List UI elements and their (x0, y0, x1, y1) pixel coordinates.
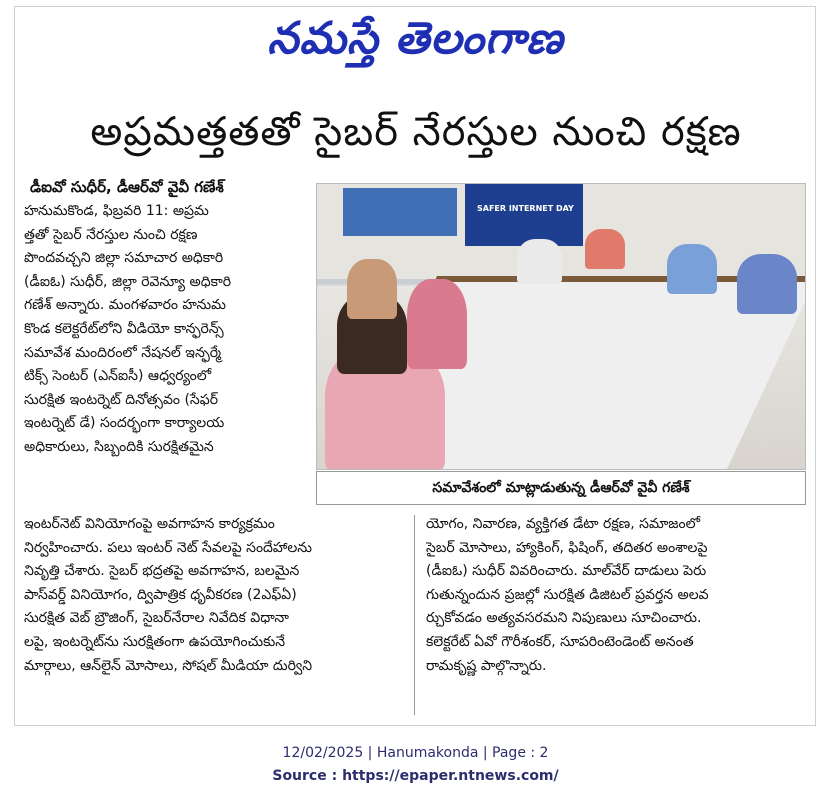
photo-projector-screen (465, 184, 583, 246)
newspaper-masthead: నమస్తే తెలంగాణ (267, 13, 564, 64)
photo-screen-text: SAFER INTERNET DAY (477, 204, 574, 213)
meeting-photo (316, 183, 806, 470)
body-line: సమావేశ మందిరంలో నేషనల్ ఇన్ఫర్మే (24, 344, 222, 361)
photo-person (347, 259, 397, 319)
body-line: (డీఐఓ) సుధీర్ వివరించారు. మాల్‌వేర్ దాడులు పెరు (426, 563, 707, 580)
article-headline: అప్రమత్తతతో సైబర్ నేరస్తుల నుంచి రక్షణ (90, 109, 742, 155)
body-line: గుతున్నందున ప్రజల్లో సురక్షిత డిజిటల్ ప్రవర్తన అలవ (426, 586, 709, 603)
body-line: హనుమకొండ, ఫిబ్రవరి 11: అప్రమ (24, 203, 209, 219)
body-line: కలెక్టరేట్ ఏవో గౌరీశంకర్, సూపరింటెండెంట్ అనంత (426, 633, 694, 650)
photo-person (737, 254, 797, 314)
body-line: త్తతో సైబర్ నేరస్తుల నుంచి రక్షణ (24, 226, 198, 243)
photo-banner (343, 188, 457, 236)
photo-person (407, 279, 467, 369)
body-line: పాస్‌వర్డ్ వినియోగం, ద్విపాత్రిక ధృవీకరణ (2ఎఫ్ఏ) (24, 586, 297, 603)
body-line: లపై, ఇంటర్నెట్‌ను సురక్షితంగా ఉపయోగించుకునే (24, 633, 286, 650)
body-line: యోగం, నివారణ, వ్యక్తిగత డేటా రక్షణ, సమాజంలో (426, 516, 701, 532)
article-body-right (426, 513, 806, 678)
photo-person (585, 229, 625, 269)
photo-caption: సమావేశంలో మాట్లాడుతున్న డీఆర్‌వో వైవీ గణేశ్ (316, 471, 806, 505)
body-line: పొందవచ్చని జిల్లా సమాచార అధికారి (24, 250, 224, 267)
body-line: రామకృష్ణ పాల్గొన్నారు. (426, 657, 547, 674)
photo-person (667, 244, 717, 294)
article-byline: డీఐవో సుధీర్, డీఆర్‌వో వైవీ గణేశ్ (30, 178, 224, 196)
body-line: ఇంటర్నెట్ డే) సందర్భంగా కార్యాలయ (24, 415, 225, 432)
body-line: ఇంటర్‌నెట్ వినియోగంపై అవగాహన కార్యక్రమం (24, 516, 275, 532)
photo-person (517, 239, 562, 284)
body-line: గణేశ్ అన్నారు. మంగళవారం హనుమ (24, 297, 226, 314)
body-line: సైబర్ మోసాలు, హ్యాకింగ్, ఫిషింగ్, తదితర అంశాలపై (426, 539, 708, 556)
body-line: ర్చుకోవడం అత్యవసరమని నిపుణులు సూచించారు. (426, 610, 702, 627)
body-line: టిక్స్ సెంటర్ (ఎన్ఐసీ) ఆధ్వర్యంలో (24, 368, 212, 385)
body-line: మార్గాలు, ఆన్‌లైన్ మోసాలు, సోషల్ మీడియా దుర్విని (24, 657, 313, 674)
body-line: (డీఐఓ) సుధీర్, జిల్లా రెవెన్యూ అధికారి (24, 273, 232, 290)
body-line: సురక్షిత వెబ్ బ్రౌజింగ్, సైబర్‌నేరాల నివేదిక విధానా (24, 610, 289, 627)
body-line: నిర్వహించారు. పలు ఇంటర్ నెట్ సేవలపై సందేహాలను (24, 539, 312, 556)
footer-source: Source : https://epaper.ntnews.com/ (272, 768, 559, 784)
body-line: సురక్షిత ఇంటర్నెట్ దినోత్సవం (సేఫర్ (24, 391, 219, 408)
body-line: నివృత్తి చేశారు. సైబర్ భద్రతపై అవగాహన, బలమైన (24, 563, 300, 580)
body-line: అధికారులు, సిబ్బందికి సురక్షితమైన (24, 438, 214, 455)
article-body-left-bottom (24, 513, 408, 678)
footer-date-edition: 12/02/2025 | Hanumakonda | Page : 2 (282, 745, 549, 761)
column-divider (414, 515, 415, 715)
body-line: కొండ కలెక్టరేట్‌లోని వీడియో కాన్ఫరెన్స్ (24, 320, 224, 337)
